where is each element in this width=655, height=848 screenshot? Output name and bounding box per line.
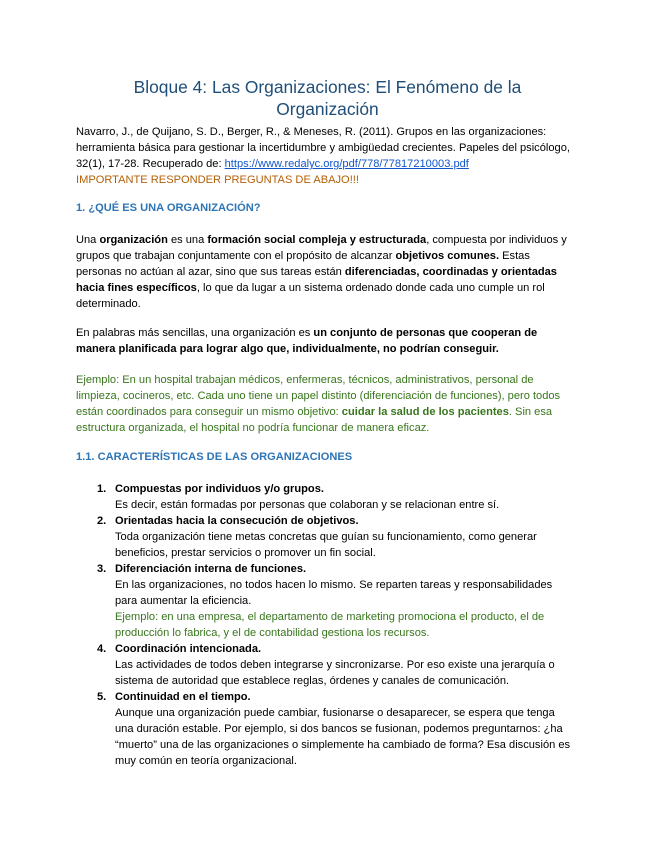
section-heading-characteristics: 1.1. CARACTERÍSTICAS DE LAS ORGANIZACIONES — [76, 451, 353, 463]
citation-link[interactable]: https://www.redalyc.org/pdf/778/77817210003.pdf — [224, 158, 469, 170]
item-description: Toda organización tiene metas concretas que guían su funcionamiento, como generar beneficios, prestar servicios o promover un fin social. — [115, 531, 537, 559]
list-number: 4. — [97, 643, 107, 655]
list-item — [76, 513, 576, 561]
list-number: 5. — [97, 691, 107, 703]
item-description: En las organizaciones, no todos hacen lo mismo. Se reparten tareas y responsabilidades para aumentar la eficiencia. — [115, 579, 553, 607]
item-description: Aunque una organización puede cambiar, fusionarse o desaparecer, se espera que tenga una duración estable. Por ejemplo, si dos bancos se fusionan, podemos preguntarnos: ¿ha “muerto” una de las organizaciones o simplemente ha cambiado de forma? Esa discusión es muy común en teoría organizacional. — [115, 707, 571, 767]
citation-text: Navarro, J., de Quijano, S. D., Berger, R., & Meneses, R. (2011). Grupos en las organizaciones: herramienta básica para gestionar la incertidumbre y ambigüedad crecientes. Papeles del psicólogo, 32(1), 17-28. Recuperado de: — [76, 126, 570, 170]
item-title: Orientadas hacia la consecución de objetivos. — [115, 515, 359, 527]
list-number: 1. — [97, 483, 107, 495]
text-run: , lo que da lugar a un sistema ordenado donde cada uno cumple un rol determinado. — [76, 282, 545, 310]
item-description: Las actividades de todos deben integrarse y sincronizarse. Por eso existe una jerarquía o sistema de autoridad que establece reglas, órdenes y canales de comunicación. — [115, 659, 555, 687]
citation-block — [76, 124, 576, 188]
characteristics-list — [76, 481, 576, 769]
item-title: Compuestas por individuos y/o grupos. — [115, 483, 324, 495]
item-description: Es decir, están formadas por personas que colaboran y se relacionan entre sí. — [115, 499, 500, 511]
list-item — [76, 641, 576, 689]
text-run: . Sin esa estructura organizada, el hospital no podría funcionar de manera eficaz. — [76, 406, 553, 434]
section-heading-organization: 1. ¿QUÉ ES UNA ORGANIZACIÓN? — [76, 202, 261, 214]
hospital-example-paragraph — [76, 372, 576, 436]
list-number: 2. — [97, 515, 107, 527]
list-item — [76, 689, 576, 769]
bold-run: objetivos comunes. — [395, 250, 500, 262]
page-title: Bloque 4: Las Organizaciones: El Fenómeno de la Organización — [133, 77, 522, 119]
list-item — [76, 561, 576, 641]
text-run: Ejemplo: En un hospital trabajan médicos, enfermeras, técnicos, administrativos, personal de limpieza, cocineros, etc. Cada uno tiene un papel distinto (diferenciación de funciones), pero todos están coordinados para conseguir un mismo objetivo: — [76, 374, 561, 418]
text-run: es una — [167, 234, 208, 246]
important-note: IMPORTANTE RESPONDER PREGUNTAS DE ABAJO!!! — [76, 174, 359, 186]
definition-paragraph — [76, 232, 576, 312]
bold-run: formación social compleja y estructurada — [207, 234, 427, 246]
text-run: Estas personas no actúan al azar, sino que sus tareas están — [76, 250, 530, 278]
list-item — [76, 481, 576, 513]
list-number: 3. — [97, 563, 107, 575]
item-example: Ejemplo: en una empresa, el departamento de marketing promociona el producto, el de producción lo fabrica, y el de contabilidad gestiona los recursos. — [115, 611, 545, 639]
item-title: Diferenciación interna de funciones. — [115, 563, 307, 575]
text-run: , compuesta por individuos y grupos que trabajan conjuntamente con el propósito de alcanzar — [76, 234, 567, 262]
item-title: Coordinación intencionada. — [115, 643, 262, 655]
bold-run: diferenciadas, coordinadas y orientadas hacia fines específicos — [76, 266, 557, 294]
bold-run: organización — [99, 234, 168, 246]
text-run: En palabras más sencillas, una organización es — [76, 327, 314, 339]
text-run: Una — [76, 234, 100, 246]
simple-definition-paragraph — [76, 325, 576, 357]
bold-run: cuidar la salud de los pacientes — [341, 406, 509, 418]
bold-run: un conjunto de personas que cooperan de manera planificada para lograr algo que, individualmente, no podrían conseguir. — [76, 327, 538, 355]
item-title: Continuidad en el tiempo. — [115, 691, 251, 703]
